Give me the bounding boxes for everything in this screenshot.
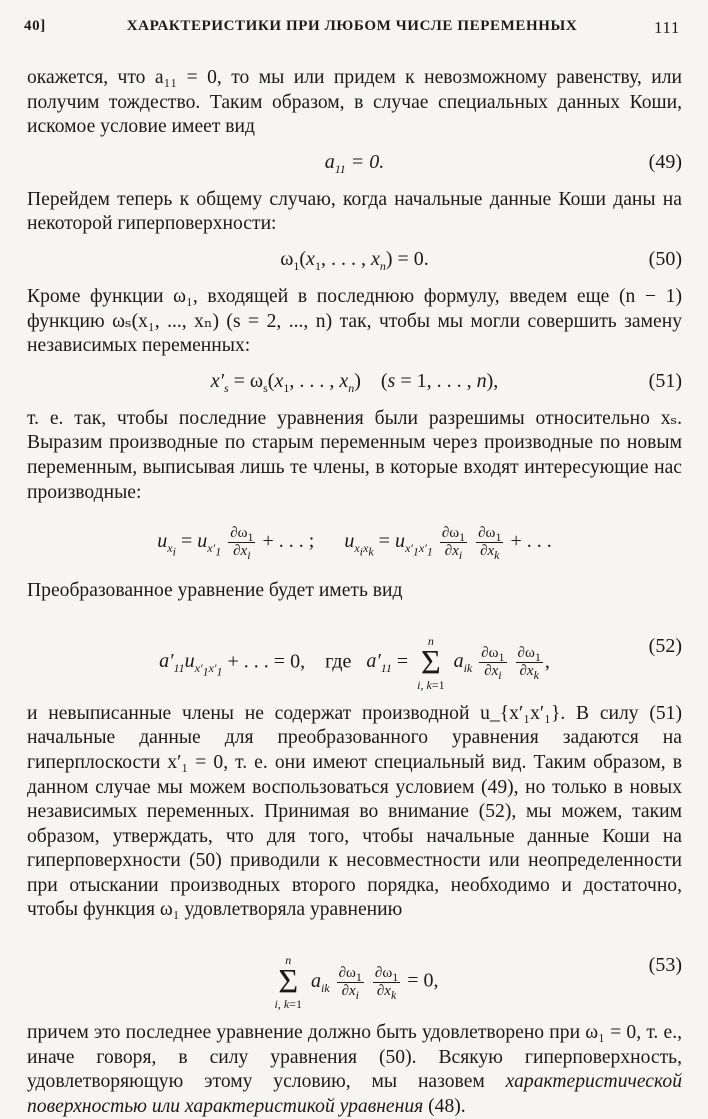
running-head: [24, 18, 680, 44]
equation-49-body: $a_{11} = 0$.: [324, 150, 385, 176]
equation-52: [27, 610, 682, 694]
section-marker: 40]: [24, 18, 46, 34]
page-number: 111: [653, 18, 680, 37]
paragraph-5: Преобразованное уравнение будет иметь вид: [27, 580, 403, 602]
equation-separator: ;: [308, 530, 315, 553]
equation-52-body: $a'_{11}u_{x'_1x'_1}$ + . . . = 0, где $a'_{11} = n$ Σ i, k=1 $a_{ik}$ $\frac{\partial\omega_1}{\partial x_i}$ $\frac{\partial\omega_1}{\partial x_k}$ ,: [159, 633, 550, 692]
paragraph-6: и невыписанные члены не содержат производной u_{x′₁x′₁}. В силу (51) начальные данные для преобразованного уравнения задаются на гиперплоскости x′₁ = 0, т. е. они имеют специальный вид. Таким образом, в данном случае мы можем воспользоваться условием (49), но только в новых независимых переменных. Принимая во внимание (52), мы можем, таким образом, утверждать, что для того, чтобы начальные данные Коши на гиперповерхности (50) приводили к несовместности или неопределенности при отыскании производных второго порядка, необходимо и достаточно, чтобы функция ω₁ удовлетворяла уравнению: [27, 702, 682, 921]
equation-53-number: (53): [648, 954, 682, 977]
equation-51: [27, 365, 682, 399]
paragraph-1: окажется, что a₁₁ = 0, то мы или придем к невозможному равенству, или получим тождество. Таким образом, в случае специальных данных Коши, искомое условие имеет вид: [27, 67, 682, 138]
paragraph-2: Перейдем теперь к общему случаю, когда начальные данные Коши даны на некоторой гиперповерхности:: [27, 188, 682, 235]
paragraph-4: т. е. так, чтобы последние уравнения были разрешимы относительно xₛ. Выразим производные по старым переменным через производные по новым переменным, выписывая лишь те члены, в которые входят интересующие нас производные:: [27, 407, 682, 503]
equation-derivatives-body: $u_{x_i} = u_{x'_1}$ $\frac{\partial\omega_1}{\partial x_i}$ + . . . ; $u_{x_ix_k} = u_{x'_1x'_1}$ $\frac{\partial\omega_1}{\partial x_i}$ $\frac{\partial\omega_1}{\partial x_k}$ + . . .: [157, 525, 552, 563]
equation-49: [27, 146, 682, 180]
equation-53-body: n Σ i, k=1 $a_{ik}$ $\frac{\partial\omega_1}{\partial x_i}$ $\frac{\partial\omega_1}{\partial x_k}$ = 0,: [274, 953, 439, 1012]
running-title: ХАРАКТЕРИСТИКИ ПРИ ЛЮБОМ ЧИСЛЕ ПЕРЕМЕННЫХ: [126, 18, 578, 34]
paragraph-7-end: (48).: [428, 1095, 466, 1117]
paragraph-7-italic: характеристической поверхностью или характеристикой уравнения: [27, 1071, 682, 1117]
equation-tail: + . . .: [510, 530, 552, 553]
equation-49-number: (49): [648, 150, 682, 173]
paragraph-3: Кроме функции ω₁, входящей в последнюю формулу, введем еще (n − 1) функцию ωₛ(x₁, ..., xₙ) (s = 2, ..., n) так, чтобы мы могли совершить замену независимых переменных:: [27, 285, 682, 357]
equation-derivatives: [27, 511, 682, 571]
equation-51-body: $x'_s = \omega_s(x_1$, . . . , $x_n$) (s = 1, . . . , n),: [210, 369, 499, 395]
paragraph-7: [27, 1021, 682, 1119]
equation-52-word: где: [325, 650, 352, 673]
paragraph-7-start: причем это последнее уравнение должно быть удовлетворено при ω₁ = 0, т. е., иначе говоря, в силу уравнения (50). Всякую гиперповерхность, удовлетворяющую этому условию, мы назовем: [27, 1022, 682, 1093]
equation-50-body: $\omega_1(x_1$, . . . , $x_n) = 0$.: [280, 247, 429, 273]
equation-52-number: (52): [648, 634, 682, 657]
page-body: [27, 66, 682, 1119]
equation-53: [27, 929, 682, 1013]
equation-50-number: (50): [648, 247, 682, 270]
equation-51-number: (51): [648, 369, 682, 392]
equation-50: [27, 243, 682, 277]
